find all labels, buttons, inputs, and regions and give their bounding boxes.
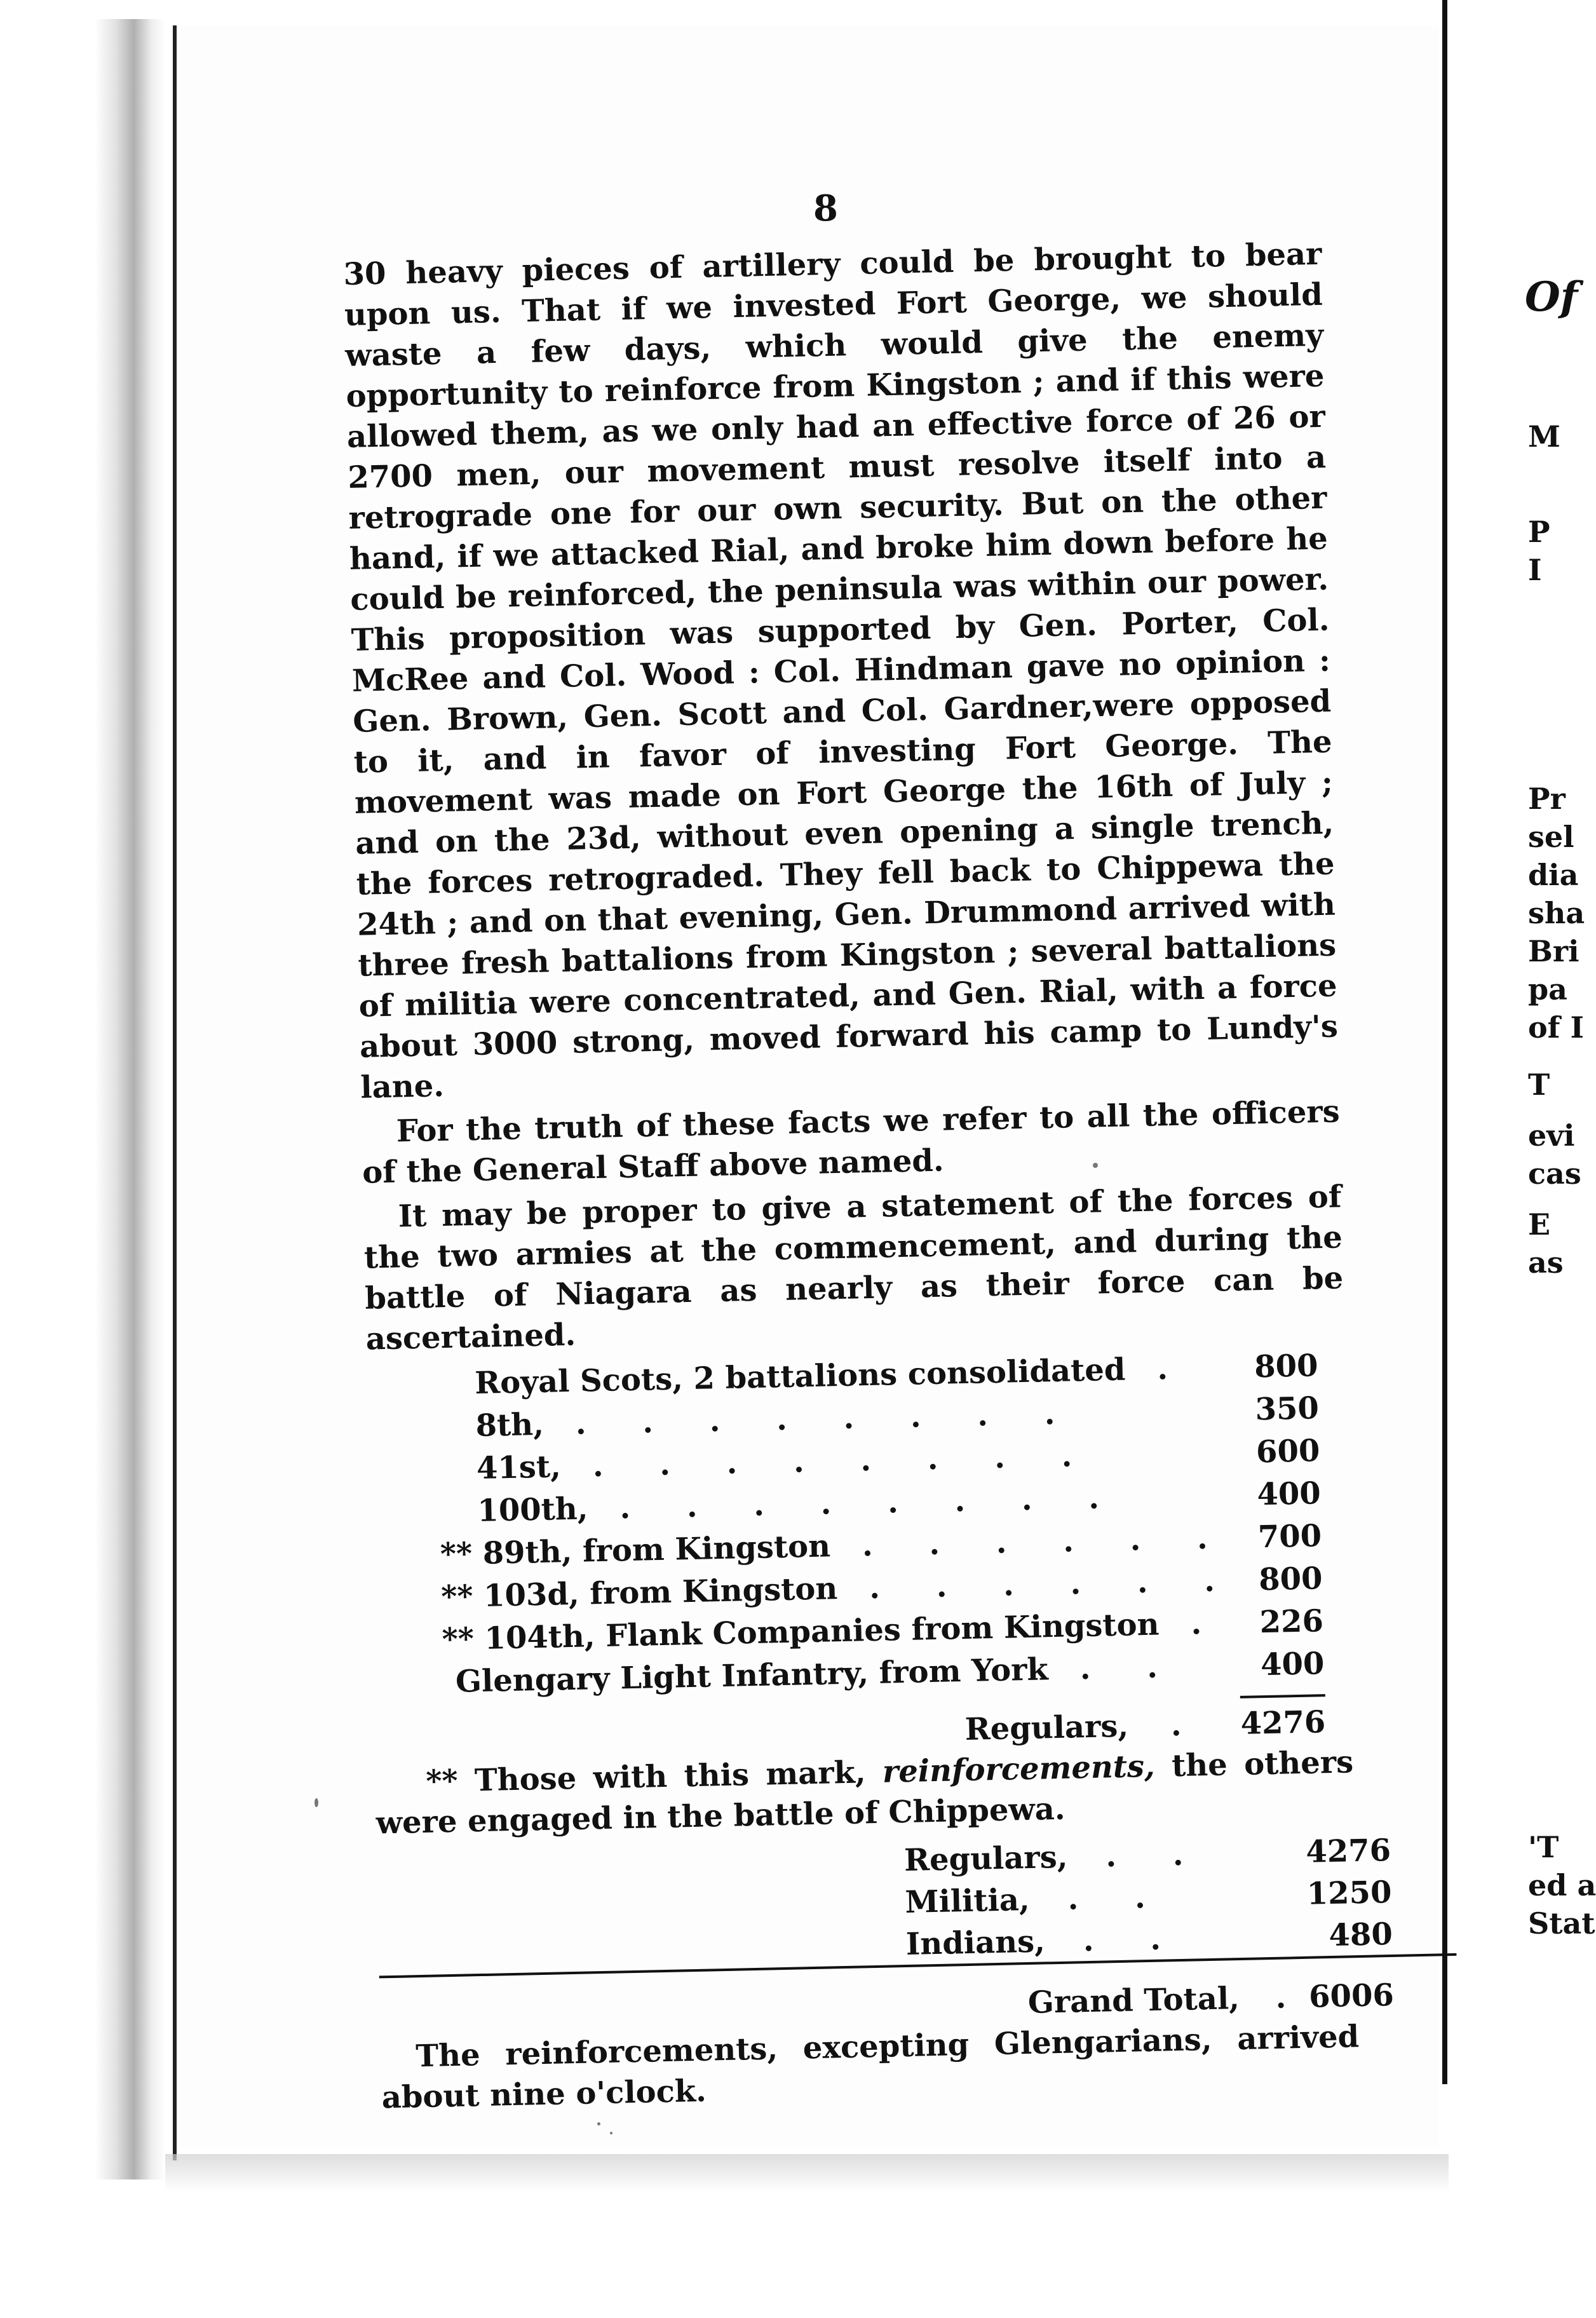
unit-name: ** 89th, from Kingston (440, 1528, 831, 1573)
unit-strength: 350 (1255, 1390, 1320, 1428)
adjacent-page-text: cas (1528, 1156, 1581, 1191)
leader-dots: . . . . . . (862, 1520, 1231, 1564)
subtotal-label: Regulars, (964, 1708, 1129, 1748)
reinforcement-note: ** Those with this mark, reinforcements, the others were engaged in the battle of Chippewa. (375, 1744, 1354, 1841)
adjacent-page-text: sha (1528, 896, 1585, 930)
leader-dots: . . (1079, 1648, 1181, 1687)
adjacent-page-fragment (1522, 0, 1596, 2318)
paragraph: 30 heavy pieces of artillery could be brought to bear upon us. That if we invested Fort George, we should waste a few days, which would give the enemy opportunity to reinforce from Kingston ; and if this were allowed them, as we only had an effective force of 26 or 2700 men, our movement must resolve itself into a retrograde one for our own security. But on the other hand, if we attacked Rial, and broke him down before he could be reinforced, the peninsula was within our power. This proposition was supported by Gen. Porter, Col. McRee and Col. Wood : Col. Hindman gave no opinion : Gen. Brown, Gen. Scott and Col. Gardner,were opposed to it, and in favor of investing Fort George. The movement was made on Fort George the 16th of July ; and on the 23d, without even opening a single trench, the forces retrograded. They fell back to Chippewa the 24th ; and on that evening, Gen. Drummond arrived with three fresh battalions from Kingston ; several battalions of militia were concentrated, and Gen. Rial, with a force about 3000 strong, moved forward his camp to Lundy's lane. (343, 236, 1339, 1106)
closing-paragraph: The reinforcements, excepting Glengarians, arrived about nine o'clock. (381, 2019, 1360, 2116)
page-number: 8 (813, 187, 838, 229)
leader-dots: . . . . . . . . (592, 1437, 1095, 1484)
subtotal-value: 4276 (1240, 1694, 1326, 1744)
page-bottom-shadow (165, 2154, 1449, 2192)
unit-name: 100th, (477, 1491, 589, 1529)
grand-total-value: 6006 (1308, 1955, 1458, 2017)
unit-strength: 600 (1255, 1433, 1320, 1470)
adjacent-page-text: Of (1525, 273, 1578, 321)
adjacent-page-text: as (1528, 1245, 1564, 1280)
summary-value: 480 (1328, 1916, 1393, 1954)
leader-dots: . . . . . . . . (575, 1395, 1078, 1442)
paragraph: For the truth of these facts we refer to all the officers of the General Staff above named. (362, 1094, 1341, 1191)
leader-dots: . . (1105, 1836, 1207, 1874)
summary-label: Indians, (905, 1923, 1046, 1963)
summary-label: Militia, (904, 1881, 1031, 1921)
adjacent-page-text: Bri (1528, 934, 1579, 968)
adjacent-page-text: of I (1528, 1010, 1585, 1045)
adjacent-page-text: sel (1528, 820, 1574, 854)
unit-strength: 800 (1258, 1561, 1323, 1598)
book-spine-shadow (95, 19, 165, 2179)
adjacent-page-text: Stat (1528, 1906, 1595, 1941)
grand-total-label: Grand Total, (1027, 1981, 1240, 2021)
leader-dots: . (1190, 1605, 1225, 1642)
unit-strength: 226 (1259, 1603, 1324, 1641)
adjacent-page-text: P (1528, 515, 1550, 549)
paragraph: It may be proper to give a statement of the forces of the two armies at the commencement, and during the battle of Niagara as nearly as their force can be ascertained. (363, 1179, 1344, 1357)
unit-strength: 400 (1256, 1475, 1322, 1513)
adjacent-page-text: T (1528, 1068, 1550, 1102)
summary-label: Regulars, (903, 1839, 1068, 1879)
leader-dots: . (1156, 1350, 1191, 1387)
page-left-edge (173, 25, 177, 2160)
adjacent-page-text: ed a (1528, 1868, 1596, 1902)
adjacent-page-text: I (1528, 553, 1542, 587)
leader-dots: . . (1083, 1920, 1184, 1959)
page-right-edge (1442, 0, 1447, 2084)
unit-strength: 700 (1257, 1518, 1322, 1556)
adjacent-page-text: 'T (1528, 1830, 1559, 1864)
page-body (343, 234, 1395, 2122)
summary-value: 4276 (1305, 1833, 1391, 1870)
unit-name: ** 104th, Flank Companies from Kingston (442, 1606, 1160, 1658)
ink-speck (610, 2132, 612, 2134)
leader-dots: . . . . . . . . (619, 1479, 1123, 1526)
ink-speck (597, 2122, 600, 2125)
forces-table (367, 1342, 1390, 1762)
unit-strength: 800 (1254, 1348, 1319, 1385)
leader-dots: . (1275, 1979, 1309, 2016)
unit-name: Royal Scots, 2 battalions consolidated (474, 1352, 1126, 1402)
adjacent-page-text: E (1528, 1207, 1551, 1242)
summary-value: 1250 (1306, 1874, 1392, 1912)
unit-strength: 400 (1260, 1646, 1325, 1683)
adjacent-page-text: dia (1528, 858, 1579, 892)
unit-name: Glengary Light Infantry, from York (455, 1651, 1049, 1700)
leader-dots: . (1170, 1707, 1205, 1744)
leader-dots: . . (1067, 1879, 1169, 1917)
note-emphasis: reinforcements, (882, 1748, 1156, 1790)
unit-name: ** 103d, from Kingston (440, 1571, 838, 1615)
unit-name: 41st, (476, 1449, 562, 1487)
ink-speck (314, 1798, 318, 1807)
summary-table (377, 1827, 1458, 2037)
adjacent-page-text: pa (1528, 972, 1567, 1006)
adjacent-page-text: Pr (1528, 782, 1566, 816)
adjacent-page-text: M (1528, 419, 1560, 454)
leader-dots: . . . . . . (869, 1562, 1238, 1606)
adjacent-page-text: evi (1528, 1118, 1575, 1153)
unit-name: 8th, (475, 1406, 544, 1444)
